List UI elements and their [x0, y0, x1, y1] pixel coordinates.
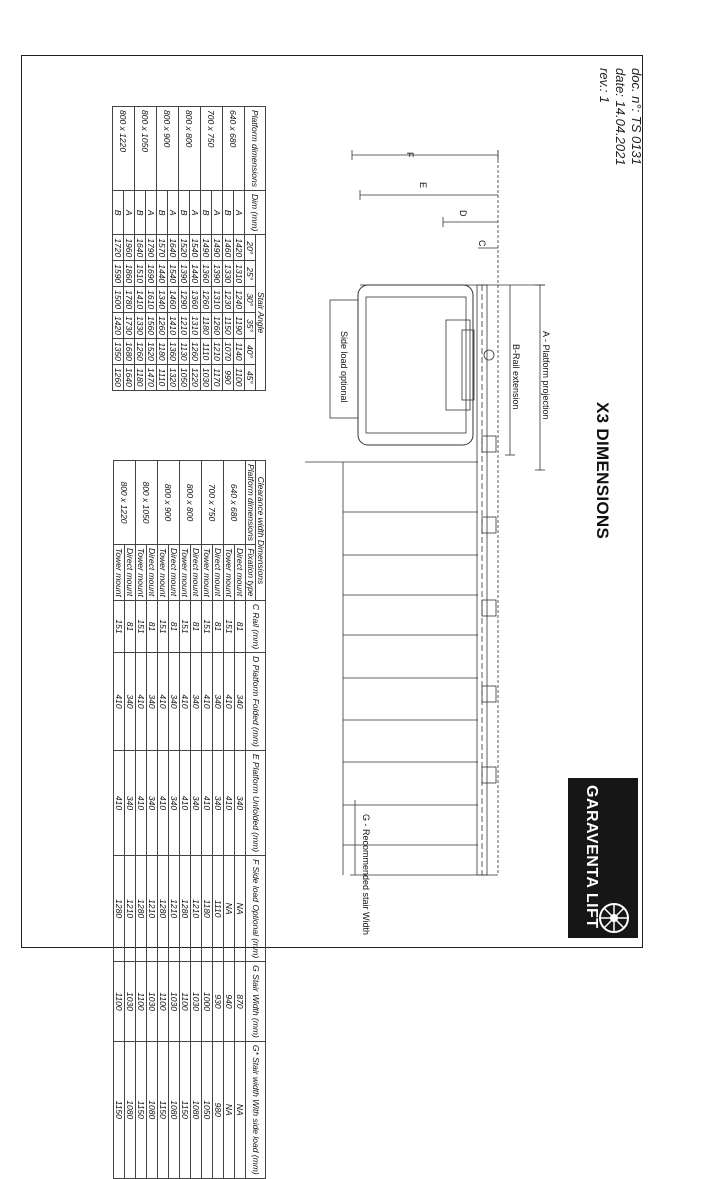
header-dim: Dim (mm) [245, 191, 266, 235]
header-stair-angle: Stair Angle [256, 235, 266, 391]
header-platform-dimensions: Platform dimensions [245, 107, 266, 191]
angle-header: 45° [245, 364, 256, 390]
table-row: B 1640 1510 1410 1330 1260 1180 [135, 107, 146, 391]
label-e: E [418, 182, 428, 189]
garaventa-logo [568, 778, 638, 938]
table-row: Tower mount 151 410 410 1180 1000 1050 [202, 461, 213, 1179]
table-row: 800 x 1220 A 1960 1860 1780 1730 1680 1640 [124, 107, 135, 391]
table-row: B 1490 1360 1260 1180 1110 1030 [201, 107, 212, 391]
doc-number: doc. n°: TS 0131 [629, 68, 644, 165]
document-header [596, 68, 644, 308]
angle-header: 35° [245, 313, 256, 339]
page-title: X3 DIMENSIONS [593, 402, 612, 540]
label-stair-width: G - Recommended stair Width [361, 814, 371, 936]
table-row: 640 x 680 A 1420 1310 1240 1190 1140 1100 [234, 107, 245, 391]
label-d: D [458, 210, 468, 217]
table-row: Tower mount 151 410 410 1280 1100 1150 [158, 461, 169, 1179]
table-row: 800 x 800 A 1540 1440 1360 1310 1260 1220 [190, 107, 201, 391]
table-row: B 1520 1390 1290 1210 1130 1050 [179, 107, 190, 391]
table-row: B 1720 1590 1500 1420 1350 1260 [113, 107, 124, 391]
angle-header: 25° [245, 261, 256, 287]
table-row: Tower mount 151 410 410 1280 1100 1150 [180, 461, 191, 1179]
label-platform-projection: A - Platform projection [541, 331, 551, 420]
table-row: 800 x 1050 Direct mount 81 340 340 1210 1030 1080 [147, 461, 158, 1179]
table-row: Tower mount 151 410 410 1280 1100 1150 [136, 461, 147, 1179]
label-f: F [405, 152, 415, 158]
table-row: 700 x 750 Direct mount 81 340 340 1110 930 980 [213, 461, 224, 1179]
garaventa-wheel-logo-icon [568, 778, 638, 938]
clearance-width-table: Clearance width Dimensions C Rail (mm) D Platform Folded (mm) E Platform Unfolded (mm) F Side load Optional (mm) G Stair Width (mm) G* Stair width With side load (mm) Platform dimensions Fixation type 640 x 680 Direct mount 81 340 340 NA 870 NA Tower mount 151 410 410 NA 940 NA 700 x 750 Direct mount 81 340 340 1110 930 980 Tower mount 151 410 410 1180 1000 1050 800 x 800 Direct mount 81 340 340 1210 1030 1080 Tower mount 151 410 410 1280 1100 1150 800 x 900 Direct mount 81 340 340 1210 1030 1080 Tower mount 151 410 410 1280 1100 1150 800 x 1050 Direct mount 81 340 340 1210 1030 1080 Tower mount 151 410 410 1280 1100 1150 800 x 1220 Direct mount 81 340 340 1210 1030 1080 Tower mount 151 410 410 1280 1100 1150 [113, 460, 266, 1179]
table-row: 700 x 750 A 1490 1390 1310 1260 1210 1170 [212, 107, 223, 391]
table-row: 800 x 900 Direct mount 81 340 340 1210 1030 1080 [169, 461, 180, 1179]
label-rail-extension: B-Rail extension [511, 344, 521, 410]
table-row: Tower mount 151 410 410 NA 940 NA [224, 461, 235, 1179]
label-c: C [477, 240, 487, 247]
table-row: B 1460 1330 1230 1150 1070 990 [223, 107, 234, 391]
angle-header: 30° [245, 287, 256, 313]
table-row: Tower mount 151 410 410 1280 1100 1150 [114, 461, 125, 1179]
table-row: 640 x 680 Direct mount 81 340 340 NA 870 NA [235, 461, 246, 1179]
table-row: 800 x 800 Direct mount 81 340 340 1210 1030 1080 [191, 461, 202, 1179]
angle-header: 20° [245, 235, 256, 261]
stair-angle-table [112, 106, 266, 391]
label-side-load: Side load optional [339, 331, 349, 403]
table-row: 800 x 1050 A 1790 1690 1610 1560 1520 1470 [146, 107, 157, 391]
doc-date: date: 14.04.2021 [613, 68, 628, 166]
header-clearance-width: Clearance width Dimensions [256, 461, 266, 601]
doc-revision: rev.: 1 [597, 68, 612, 104]
logo-wordmark: GARAVENTA LIFT [583, 785, 600, 929]
table-row: B 1570 1440 1340 1260 1180 1110 [157, 107, 168, 391]
angle-header: 40° [245, 339, 256, 365]
table-row: 800 x 900 A 1640 1540 1460 1410 1360 1320 [168, 107, 179, 391]
table-row: 800 x 1220 Direct mount 81 340 340 1210 1030 1080 [125, 461, 136, 1179]
